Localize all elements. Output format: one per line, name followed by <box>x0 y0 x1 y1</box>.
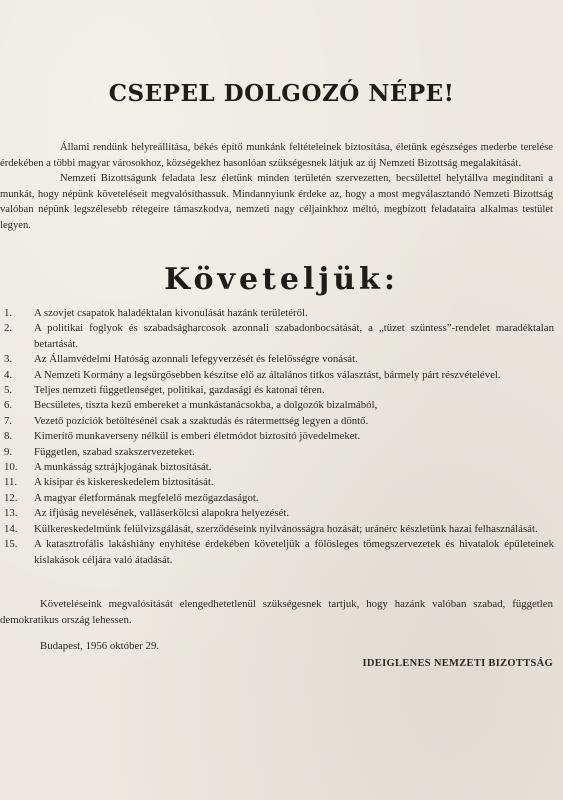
intro-paragraph: Állami rendünk helyreállítása, békés építő munkánk feltételeinek biztosítása, életünk egészséges mederbe terelése érdekében a többi magyar városokhoz, községekhez hasonlóan szükségesnek látjuk az új Nemzeti Bizottság megalakítását. <box>0 142 553 169</box>
demands-title: Követeljük: <box>164 262 399 297</box>
closing-paragraph: Követeléseink megvalósítását elengedhetetlenül szükségesnek tartjuk, hogy hazánk valóban szabad, független demokratikus ország lehessen. <box>0 598 553 626</box>
demand-number: 8. <box>4 430 13 443</box>
demand-number: 6. <box>4 399 13 412</box>
demand-item <box>4 522 554 537</box>
demand-item <box>4 445 554 460</box>
demand-text: Az ifjúság nevelésének, valláserkölcsi alapokra helyezését. <box>34 507 290 520</box>
signature: IDEIGLENES NEMZETI BIZOTTSÁG <box>362 658 553 669</box>
demand-number: 10. <box>4 461 18 474</box>
intro-text <box>0 140 553 233</box>
demand-number: 1. <box>4 307 13 319</box>
demand-item <box>4 398 554 413</box>
demand-number: 14. <box>4 522 18 535</box>
demand-item <box>4 306 554 321</box>
demand-text: Az Államvédelmi Hatóság azonnali lefegyverzését és felelősségre vonását. <box>34 353 358 366</box>
demand-text: A Nemzeti Kormány a legsürgősebben készítse elő az általános titkos választást, bármely párt részvételével. <box>34 368 501 381</box>
demands-list <box>4 306 554 568</box>
demand-number: 15. <box>4 538 18 551</box>
demand-text: Teljes nemzeti függetlenséget, politikai, gazdasági és katonai téren. <box>34 384 325 397</box>
demand-text: Becsületes, tiszta kezű embereket a munkástanácsokba, a dolgozók bizalmából, <box>34 399 378 412</box>
demand-text: A szovjet csapatok haladéktalan kivonulását hazánk területéről. <box>34 307 308 319</box>
demand-item <box>4 429 554 444</box>
demand-number: 11. <box>4 476 18 489</box>
demand-item <box>4 414 554 429</box>
demand-text: A kisipar és kiskereskedelem biztosítását. <box>34 476 214 489</box>
demand-text: A munkásság sztrájkjogának biztosítását. <box>34 461 212 474</box>
intro-paragraph: Nemzeti Bizottságunk feladata lesz életünk minden területén szervezetten, becsülettel helytállva megindítani a munkát, hogy népünk követeléseit megvalósíthassuk. Mindannyiunk érdeke az, hogy a most megválasztandó Nemzeti Bizottság valóban népünk legszélesebb rétegeire támaszkodva, nemzeti nagy céljainkhoz méltó, megbízott feladataira alkalmas testület legyen. <box>0 173 553 231</box>
demand-text: A politikai foglyok és szabadságharcosok azonnali szabadonbocsátását, a „tüzet szüntess”-rendelet maradéktalan betartását. <box>34 322 554 350</box>
demand-number: 7. <box>4 414 13 427</box>
demand-item <box>4 321 554 352</box>
demand-number: 2. <box>4 322 13 335</box>
poster-headline: CSEPEL DOLGOZÓ NÉPE! <box>108 80 455 107</box>
demand-text: Vezető pozíciók betöltésénél csak a szaktudás és rátermettség legyen a döntő. <box>34 414 369 427</box>
demand-number: 9. <box>4 445 13 458</box>
demand-item <box>4 460 554 475</box>
demand-item <box>4 475 554 490</box>
demand-text: A katasztrofális lakáshiány enyhítése érdekében követeljük a fölösleges tömegszervezetek és hivatalok épületeinek kislakások céljára való átadását. <box>34 538 554 566</box>
demand-number: 13. <box>4 507 18 520</box>
demand-item <box>4 368 554 383</box>
demand-text: Külkereskedelmünk felülvizsgálását, szerződéseink nyilvánosságra hozását; uránérc készletünk hazai felhasználását. <box>34 522 538 535</box>
demand-number: 4. <box>4 368 13 381</box>
demand-text: Kimerítő munkaverseny nélkül is emberi életmódot biztosító jövedelmeket. <box>34 430 361 443</box>
demand-item <box>4 537 554 568</box>
demand-number: 3. <box>4 353 13 366</box>
demand-item <box>4 491 554 506</box>
demand-item <box>4 383 554 398</box>
demand-item <box>4 352 554 367</box>
demand-text: Független, szabad szakszervezeteket. <box>34 445 195 458</box>
demand-item <box>4 506 554 521</box>
dateline: Budapest, 1956 október 29. <box>40 640 160 652</box>
demand-number: 5. <box>4 384 13 397</box>
demand-text: A magyar életformának megfelelő mezőgazdaságot. <box>34 491 259 504</box>
demand-number: 12. <box>4 491 18 504</box>
